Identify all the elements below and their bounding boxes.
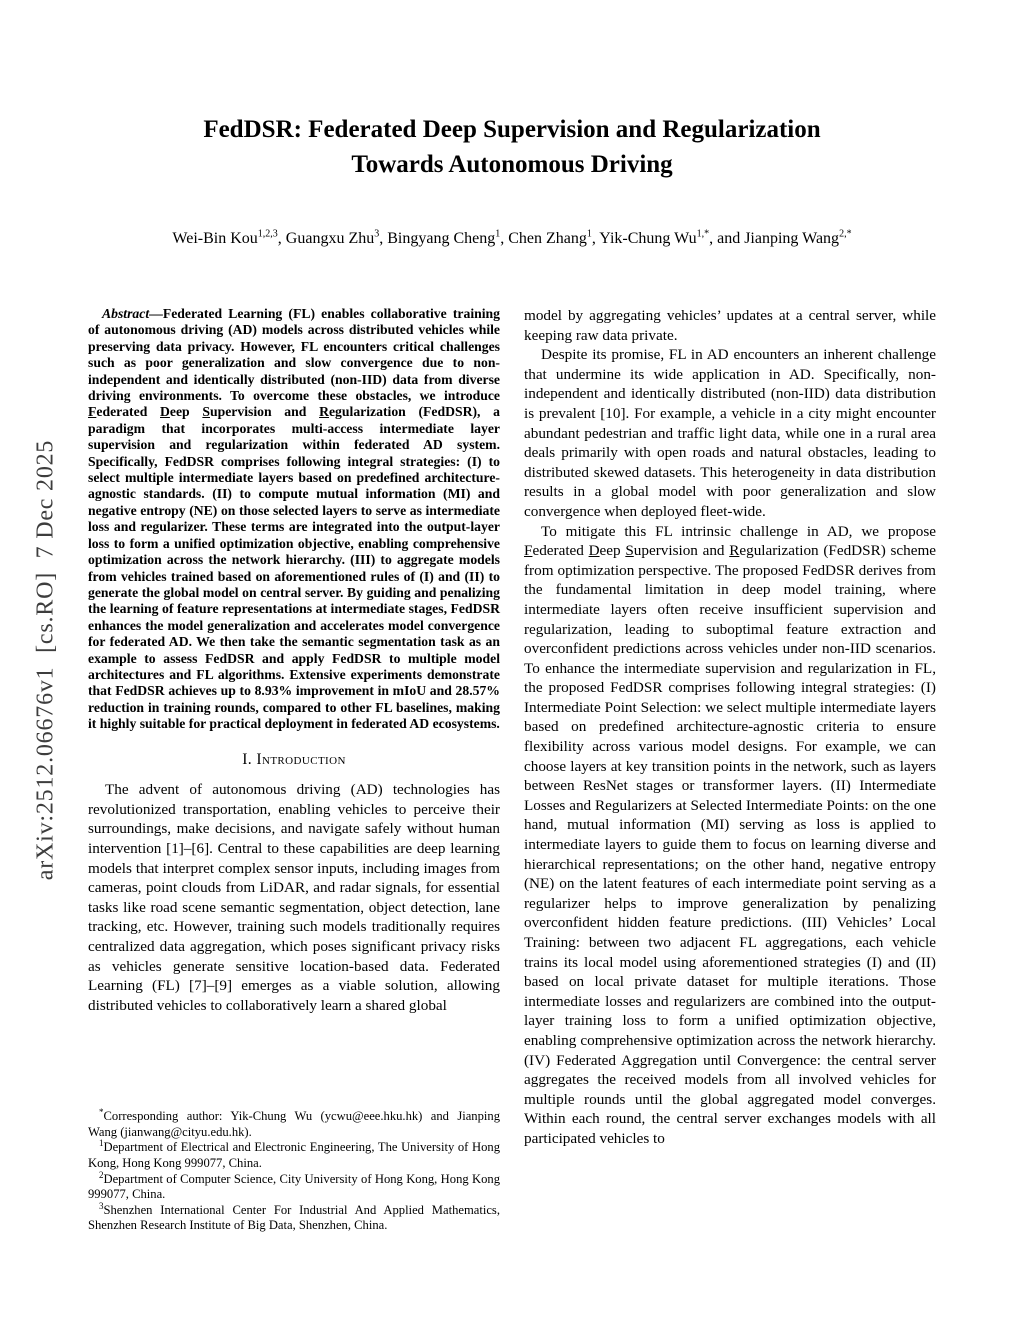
- author-superscript: 3: [374, 228, 380, 240]
- author-superscript: 2,*: [839, 228, 852, 240]
- author: [379, 230, 500, 247]
- author: [500, 230, 592, 247]
- underlined-letter: D: [160, 404, 170, 420]
- underlined-letter: F: [88, 404, 97, 420]
- footnote-affiliation-2: [88, 1169, 500, 1203]
- text-segment: —Federated Learning (FL) enables collaborative training of autonomous driving (AD) models across distributed vehicles while preserving data privacy. However, FL encounters critical challenges such as poor generalization and slow convergence due to non-independent and identically distributed (non-IID) data from diverse driving environments. To overcome these obstacles, we introduce: [88, 306, 500, 404]
- author: [709, 230, 851, 247]
- underlined-letter: R: [319, 404, 329, 420]
- author-separator: , and: [709, 230, 745, 247]
- body-paragraph-continued: model by aggregating vehicles’ updates at a central server, while keeping raw data private.: [524, 307, 936, 344]
- text-segment: egularization (FedDSR), a paradigm that incorporates multi-access intermediate layer supervision and regularization within federated AD system. Specifically, FedDSR comprises following integral strategies: (I) to select multiple intermediate layers based on predefined architecture-agnostic standards. (II) to compute mutual information (MI) and negative entropy (NE) on those selected layers to serve as intermediate loss and regularizer. These terms are integrated into the output-layer loss to form a unified optimization objective, enabling comprehensive optimization across the network hierarchy. (III) to aggregate models from vehicles trained based on aforementioned rules of (I) and (II) to generate the global model on central server. By guiding and penalizing the learning of feature representations at intermediate stages, FedDSR enhances the model generalization and accelerates model convergence for federated AD. We then take the semantic segmentation task as an example to assess FedDSR and apply FedDSR to multiple model architectures and FL algorithms. Extensive experiments demonstrate that FedDSR achieves up to 8.93% improvement in mIoU and 28.57% reduction in training rounds, compared to other FL baselines, making it highly suitable for practical deployment in federated AD ecosystems.: [88, 404, 500, 732]
- abstract-label: Abstract: [102, 306, 150, 321]
- author-name: Bingyang Cheng: [387, 230, 496, 247]
- author: [592, 230, 709, 247]
- body-paragraph-non-iid: Despite its promise, FL in AD encounters an inherent challenge that undermine its wide application in AD. Specifically, non-independent and identically distributed (non-IID) data distribution is prevalent [10]. For example, a vehicle in a city might encounter abundant pedestrian and traffic light data, while one in a rural area deals primarily with open roads and natural obstacles, leading to distributed skewed datasets. This heterogeneity in data distribution results in a global model with poor generalization and slow convergence when deployed fleet-wide.: [524, 346, 936, 520]
- footnote-marker: 1: [99, 1138, 104, 1149]
- underlined-letter: D: [588, 542, 600, 560]
- author-name: Guangxu Zhu: [285, 230, 375, 247]
- author-name: Yik-Chung Wu: [599, 230, 697, 247]
- text-segment: eep: [169, 404, 203, 420]
- footnote-marker: 2: [99, 1169, 104, 1180]
- footnote-marker: 3: [99, 1200, 104, 1211]
- author-superscript: 1,*: [696, 228, 710, 240]
- text-segment: ederated: [96, 404, 161, 420]
- author: [172, 230, 277, 247]
- underlined-letter: S: [625, 542, 634, 560]
- authors-line: [0, 230, 1024, 248]
- underlined-letter: F: [524, 542, 533, 560]
- author-superscript: 1: [495, 228, 501, 240]
- author-separator: ,: [277, 230, 286, 247]
- arxiv-identifier-strip: arXiv:2512.06676v1 [cs.RO] 7 Dec 2025: [32, 439, 59, 881]
- right-column: [524, 306, 936, 1149]
- text-segment: To mitigate this FL intrinsic challenge in AD, we propose: [541, 522, 936, 540]
- text-segment: eep: [599, 542, 626, 560]
- author-name: Wei-Bin Kou: [172, 230, 258, 247]
- footnote-affiliation-1: [88, 1140, 500, 1171]
- footnote-marker: *: [99, 1107, 104, 1118]
- paper-title-line-1: FedDSR: Federated Deep Supervision and Regularization: [203, 116, 821, 143]
- author-superscript: 1,2,3: [257, 228, 278, 240]
- footnote-affiliation-3: [88, 1200, 500, 1234]
- underlined-letter: S: [202, 404, 210, 420]
- section-heading-introduction: I. Introduction: [242, 750, 346, 768]
- author-separator: ,: [500, 230, 509, 247]
- footnote-text: Corresponding author: Yik-Chung Wu (ycwu@eee.hku.hk) and Jianping Wang (jianwang@cityu.edu.hk).: [88, 1109, 500, 1139]
- author-separator: ,: [379, 230, 388, 247]
- author-name: Jianping Wang: [744, 230, 840, 247]
- paper-title: [0, 113, 1024, 182]
- abstract-text: [88, 306, 500, 731]
- footnote-corresponding-author: [88, 1109, 500, 1140]
- underlined-letter: R: [729, 542, 740, 560]
- author-separator: ,: [591, 230, 600, 247]
- footnote-text: Shenzhen International Center For Industrial And Applied Mathematics, Shenzhen Research Institute of Big Data, Shenzhen, China.: [88, 1202, 500, 1233]
- author-superscript: 1: [586, 228, 592, 240]
- text-segment: egularization (FedDSR) scheme from optimization perspective. The proposed FedDSR derives from the fundamental limitation in deep model training, where intermediate layers often receive insufficient supervision and regularization, leading to suboptimal feature extraction and overconfident predictions across vehicles under non-IID scenarios. To enhance the intermediate supervision and regularization in FL, the proposed FedDSR comprises following integral strategies: (I) Intermediate Point Selection: we select multiple intermediate layers based on predefined architecture-agnostic criteria to ensure flexibility across various model designs. For example, we can choose layers at key transition points in the network, such as layers between ResNet stages or transformer layers. (II) Intermediate Losses and Regularizers at Selected Intermediate Points: on the one hand, mutual information (MI) serving as loss is applied to intermediate layers to guide them to focus on learning diverse and hierarchical representations; on the other hand, negative entropy (NE) on the latent features of each intermediate point serving as a regularizer helps to improve generalization by penalizing overconfident hidden feature predictions. (III) Vehicles’ Local Training: between two adjacent FL aggregations, each vehicle trains its local model using aforementioned strategies (I) and (II) based on local private dataset for multiple iterations. Those intermediate losses and regularizers are combined into the output-layer training loss to form a unified optimization objective, enabling comprehensive optimization across the network hierarchy. (IV) Federated Aggregation until Convergence: the central server aggregates the received models from all involved vehicles for multiple rounds until the global aggregated model converges. Within each round, the central server exchanges models with all participated vehicles to: [524, 542, 937, 1147]
- author: [278, 230, 379, 247]
- paper-title-line-2: Towards Autonomous Driving: [351, 150, 673, 178]
- text-segment: upervision and: [210, 404, 320, 420]
- text-segment: ederated: [532, 542, 589, 560]
- left-column: [88, 306, 500, 1234]
- footnotes-block: [88, 1109, 500, 1234]
- body-paragraph-feddsr-strategies: [524, 522, 936, 1149]
- abstract-paragraph: [88, 306, 500, 733]
- author-name: Chen Zhang: [508, 230, 587, 247]
- footnote-text: Department of Electrical and Electronic Engineering, The University of Hong Kong, Hong Kong 999077, China.: [88, 1140, 500, 1171]
- text-segment: upervision and: [633, 542, 730, 560]
- footnote-text: Department of Computer Science, City University of Hong Kong, Hong Kong 999077, China.: [88, 1171, 500, 1202]
- introduction-paragraph-1: The advent of autonomous driving (AD) technologies has revolutionized transportation, enabling vehicles to perceive their surroundings, make decisions, and navigate safely without human intervention [1]–[6]. Central to these capabilities are deep learning models that interpret complex sensor inputs, including images from cameras, point clouds from LiDAR, and radar signals, for essential tasks like road scene semantic segmentation, object detection, lane tracking, etc. However, training such models traditionally requires centralized data aggregation, which poses significant privacy risks as vehicles generate sensitive location-based data. Federated Learning (FL) [7]–[9] emerges as a viable solution, allowing distributed vehicles to collaboratively learn a shared global: [88, 781, 500, 1014]
